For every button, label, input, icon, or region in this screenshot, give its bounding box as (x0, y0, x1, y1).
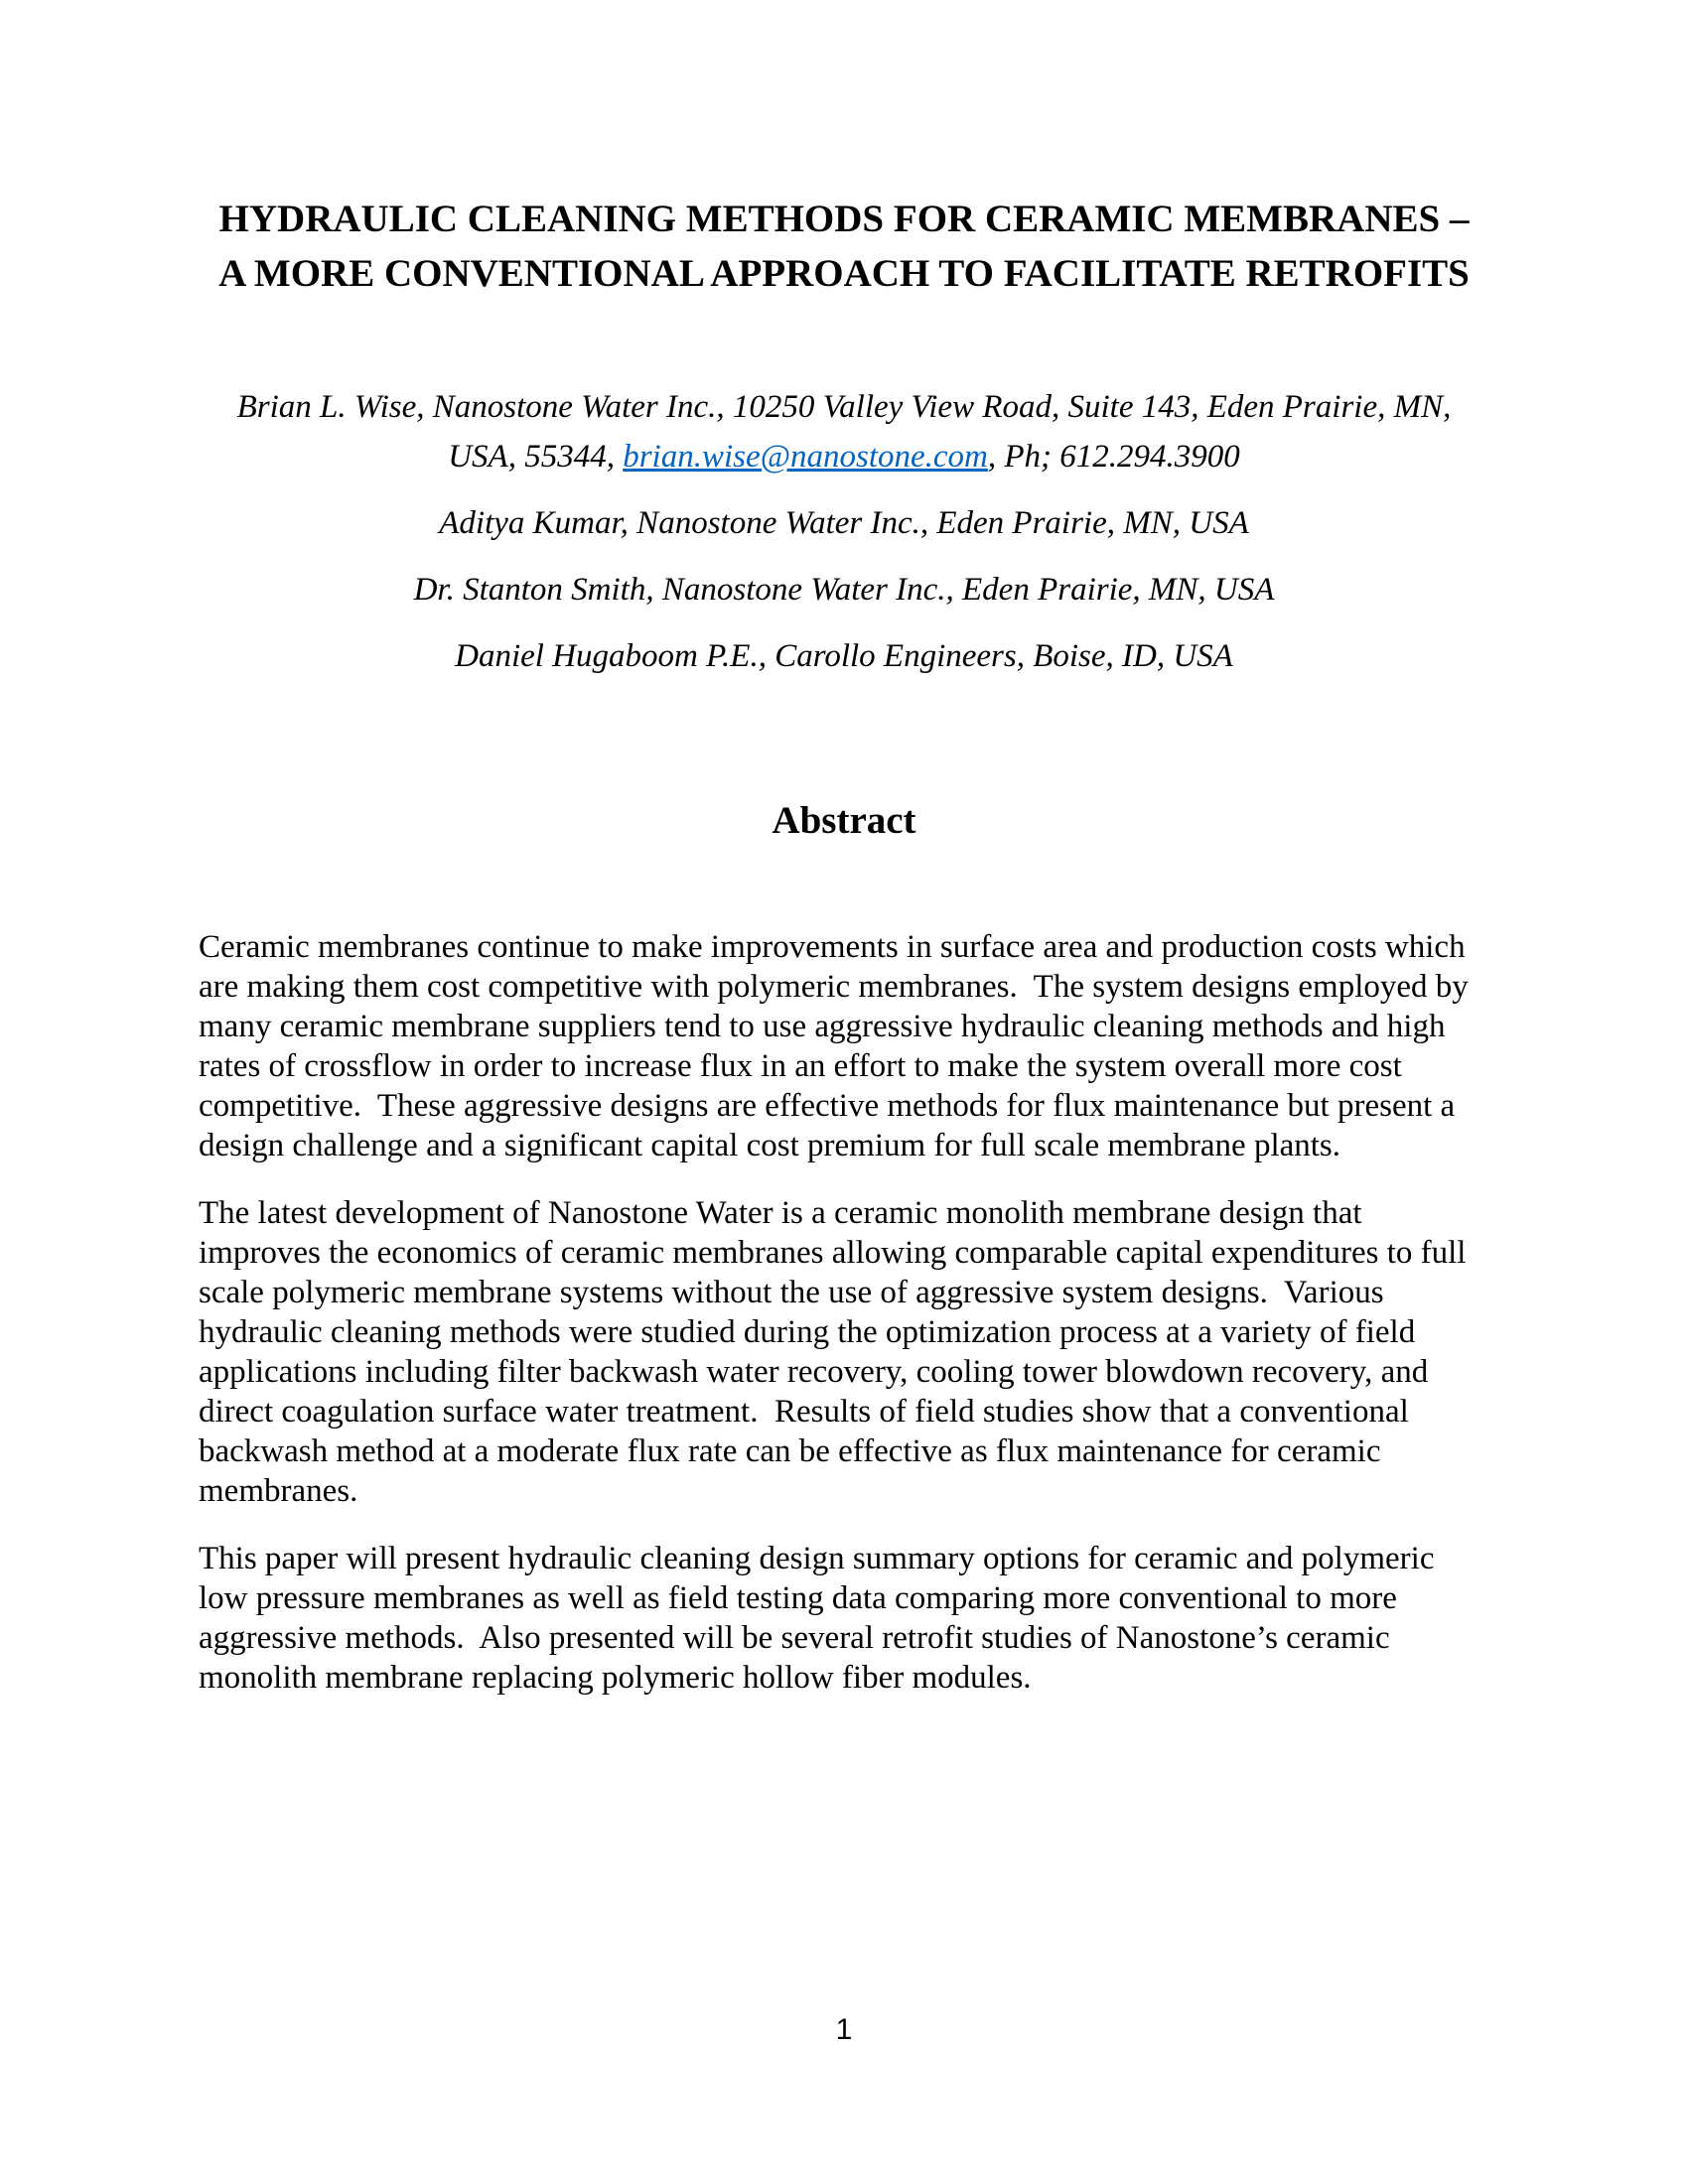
paper-title-line2: A MORE CONVENTIONAL APPROACH TO FACILITATE RETROFITS (218, 252, 1470, 295)
paper-title-line1: HYDRAULIC CLEANING METHODS FOR CERAMIC MEMBRANES – (218, 198, 1470, 240)
author-line (199, 432, 1489, 481)
abstract-paragraph-2: The latest development of Nanostone Water is a ceramic monolith membrane design that improves the economics of ceramic membranes allowing comparable capital expenditures to full scale polymeric membrane systems without the use of aggressive system designs. Various hydraulic cleaning methods were studied during the optimization process at a variety of field applications including filter backwash water recovery, cooling tower blowdown recovery, and direct coagulation surface water treatment. Results of field studies show that a conventional backwash method at a moderate flux rate can be effective as flux maintenance for ceramic membranes. (199, 1195, 1475, 1509)
author-line (199, 382, 1489, 432)
abstract-body (199, 927, 1489, 1698)
author-phone-text: , Ph; 612.294.3900 (987, 439, 1240, 475)
author-entry-brian-wise (199, 382, 1489, 481)
page-number: 1 (835, 2013, 853, 2046)
paper-title (199, 192, 1489, 301)
abstract-heading: Abstract (772, 799, 916, 842)
author-entry-daniel-hugaboom: Daniel Hugaboom P.E., Carollo Engineers, Boise, ID, USA (455, 638, 1233, 674)
email-link[interactable]: brian.wise@nanostone.com (623, 439, 988, 475)
author-affiliation-text: USA, 55344, (448, 439, 624, 475)
author-block (199, 382, 1489, 681)
author-entry-aditya-kumar: Aditya Kumar, Nanostone Water Inc., Eden Prairie, MN, USA (439, 505, 1249, 541)
abstract-paragraph-1: Ceramic membranes continue to make improvements in surface area and production costs which are making them cost competitive with polymeric membranes. The system designs employed by many ceramic membrane suppliers tend to use aggressive hydraulic cleaning methods and high rates of crossflow in order to increase flux in an effort to make the system overall more cost competitive. These aggressive designs are effective methods for flux maintenance but present a design challenge and a significant capital cost premium for full scale membrane plants. (199, 929, 1477, 1163)
author-entry-stanton-smith: Dr. Stanton Smith, Nanostone Water Inc., Eden Prairie, MN, USA (413, 572, 1275, 608)
author-affiliation-text: Brian L. Wise, Nanostone Water Inc., 10250 Valley View Road, Suite 143, Eden Prairie, MN, (236, 389, 1452, 425)
abstract-paragraph-3: This paper will present hydraulic cleaning design summary options for ceramic and polymeric low pressure membranes as well as field testing data comparing more conventional to more aggressive methods. Also presented will be several retrofit studies of Nanostone’s ceramic monolith membrane replacing polymeric hollow fiber modules. (199, 1541, 1443, 1696)
